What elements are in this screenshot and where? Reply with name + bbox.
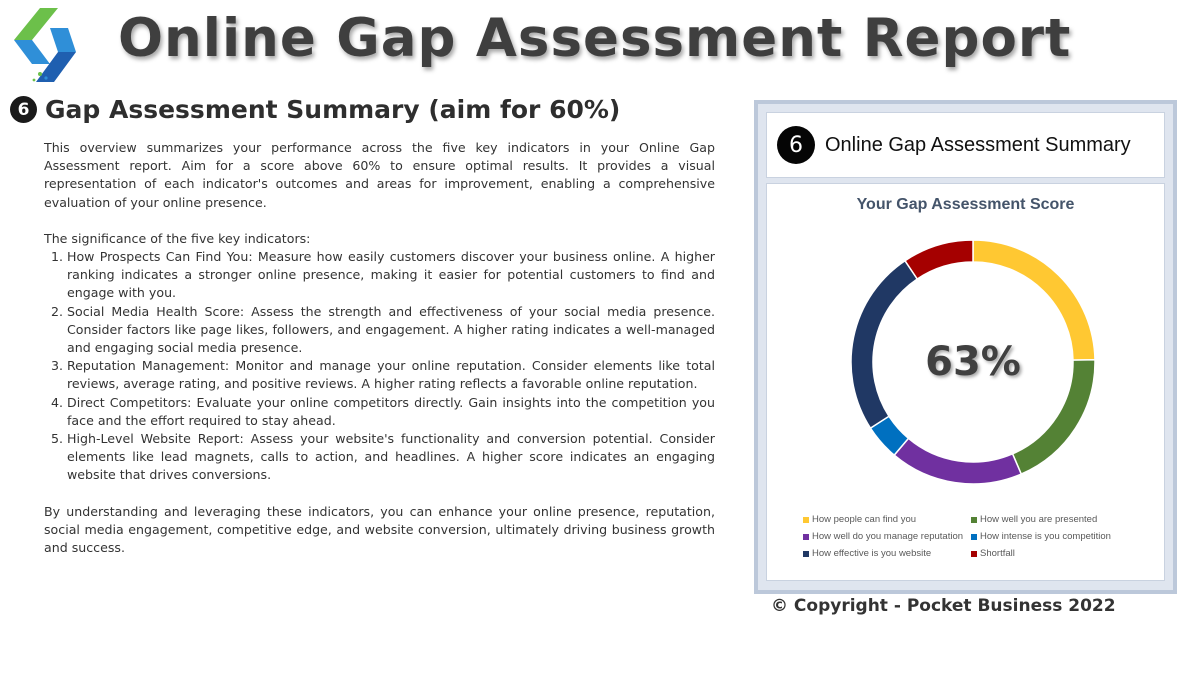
panel-number-badge: 6 — [777, 126, 815, 164]
intro-paragraph: This overview summarizes your performance across the five key indicators in your Online Gap Assessment report. Aim for a score above 60% to ensure optimal results. It provides a visual representation of each indicator's outcomes and areas for improvement, enabling a comprehensive evaluation of your online presence. — [44, 140, 715, 210]
legend-item — [803, 514, 971, 525]
legend-item — [803, 531, 971, 542]
legend-item — [971, 531, 1171, 542]
section-number-badge: 6 — [10, 96, 37, 123]
legend-label: How well you are presented — [980, 514, 1098, 525]
legend-label: How well do you manage reputation — [812, 531, 964, 542]
indicator-item: 4. Direct Competitors: Evaluate your online competitors directly. Gain insights into the competition you face and the effort required to stay ahead. — [67, 394, 715, 430]
legend-swatch — [971, 551, 977, 557]
chart-title: Your Gap Assessment Score — [856, 196, 1075, 213]
section-body — [44, 139, 715, 575]
indicator-item: 1. How Prospects Can Find You: Measure how easily customers discover your business online. A higher ranking indicates a stronger online presence, making it easier for potential customers to find and engage with you. — [67, 248, 715, 303]
legend-item — [971, 548, 1171, 559]
company-logo-icon — [10, 4, 80, 88]
summary-panel — [754, 100, 1177, 594]
indicator-item: 5. High-Level Website Report: Assess your website's functionality and conversion potential. Consider elements like lead magnets, calls to action, and headlines. A higher score indicates an engaging website that drives conversions. — [67, 430, 715, 485]
legend-swatch — [803, 534, 809, 540]
conclusion-paragraph: By understanding and leveraging these indicators, you can enhance your online presence, reputation, social media engagement, competitive edge, and website conversion, ultimately driving business growth and success. — [44, 503, 715, 556]
indicator-item: 3. Reputation Management: Monitor and manage your online reputation. Consider elements like total reviews, average rating, and positive reviews. A higher rating reflects a favorable online reputation. — [67, 357, 715, 393]
section-title: Gap Assessment Summary (aim for 60%) — [45, 95, 621, 124]
legend-label: How effective is you website — [812, 548, 932, 559]
legend-swatch — [803, 517, 809, 523]
legend-label: How people can find you — [812, 514, 917, 525]
legend-swatch — [803, 551, 809, 557]
chart-container — [766, 183, 1165, 581]
legend-swatch — [971, 517, 977, 523]
legend-swatch — [971, 534, 977, 540]
panel-title: Online Gap Assessment Summary — [825, 133, 1131, 156]
panel-header — [766, 112, 1165, 178]
chart-legend — [803, 514, 1173, 559]
section-header — [10, 95, 620, 124]
legend-item — [971, 514, 1171, 525]
legend-label: How intense is you competition — [980, 531, 1111, 542]
score-label: 63% — [925, 339, 1021, 385]
significance-intro: The significance of the five key indicators: — [44, 230, 311, 246]
legend-item — [803, 548, 971, 559]
indicator-list — [44, 248, 715, 485]
page-title: Online Gap Assessment Report — [118, 8, 1072, 69]
legend-label: Shortfall — [980, 548, 1015, 559]
indicator-item: 2. Social Media Health Score: Assess the strength and effectiveness of your social media presence. Consider factors like page likes, followers, and engagement. A higher rating indicates a well-managed and engaging social media presence. — [67, 303, 715, 358]
copyright-notice: © Copyright - Pocket Business 2022 — [771, 596, 1116, 616]
